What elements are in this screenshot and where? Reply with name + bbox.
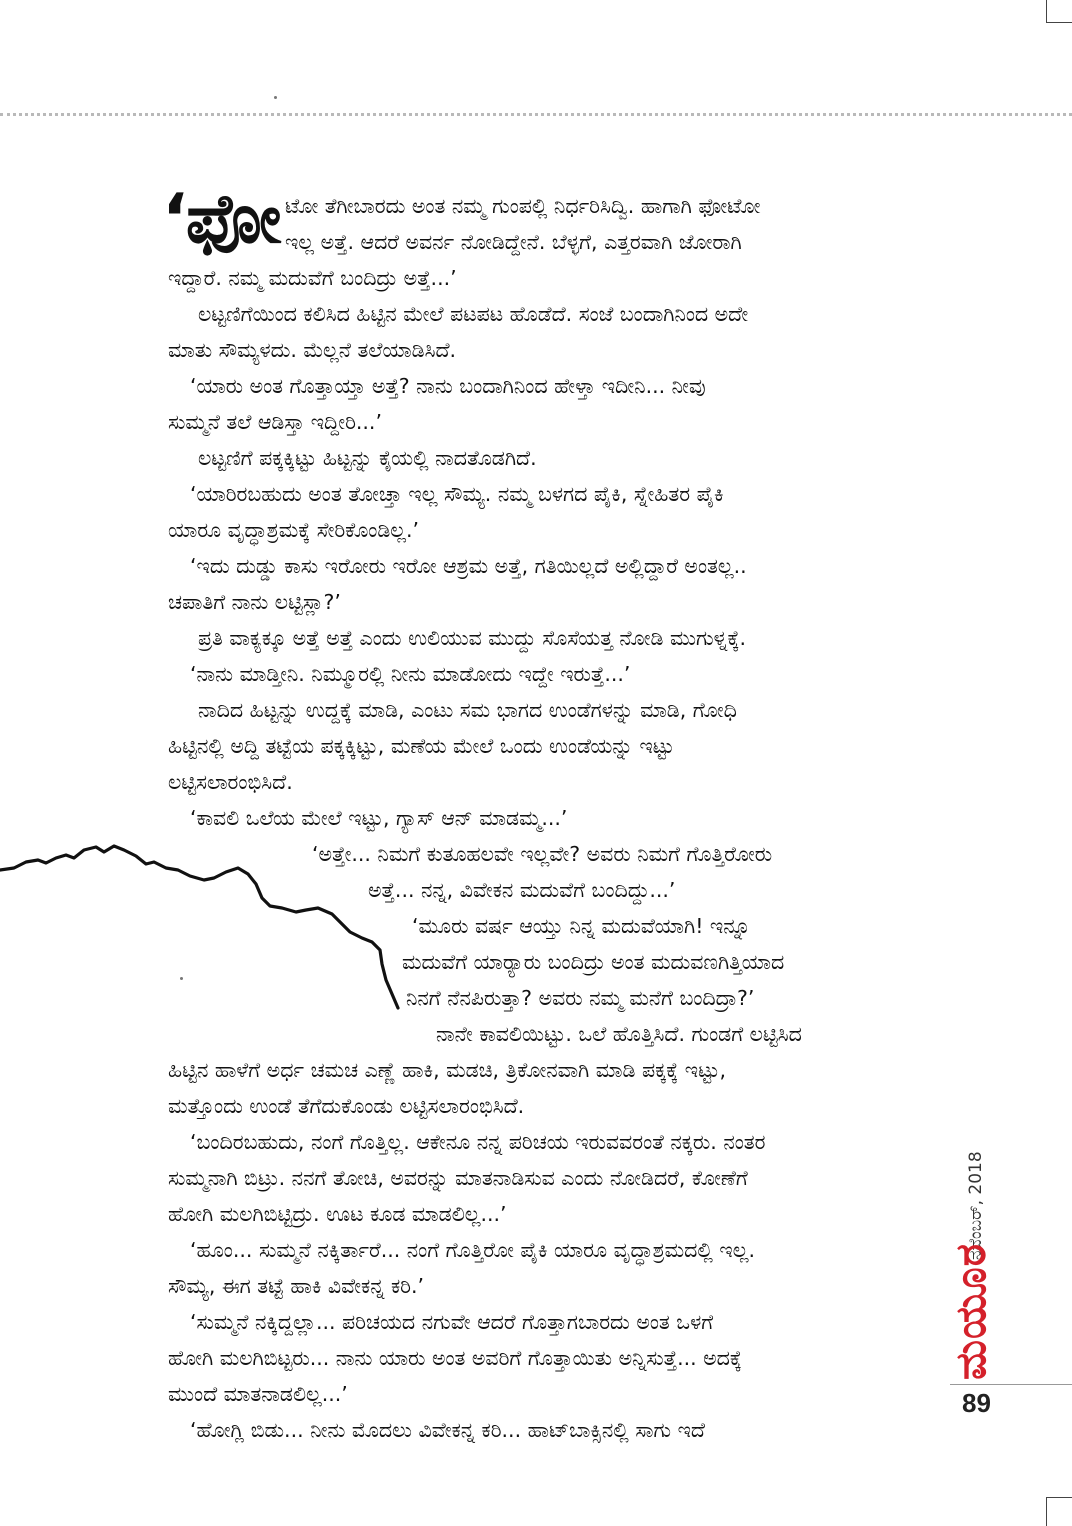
speck bbox=[274, 96, 277, 99]
article-line: ಟೋ ತೆಗೀಬಾರದು ಅಂತ ನಮ್ಮ ಗುಂಪಲ್ಲಿ ನಿರ್ಧರಿಸಿದ್ವಿ. ಹಾಗಾಗಿ ಫೋಟೋ bbox=[285, 194, 761, 218]
article-line: ‘ಬಂದಿರಬಹುದು, ನಂಗೆ ಗೊತ್ತಿಲ್ಲ. ಆಕೇನೂ ನನ್ನ ಪರಿಚಯ ಇರುವವರಂತೆ ನಕ್ಕರು. ನಂತರ bbox=[190, 1130, 766, 1154]
article-line: ಹಿಟ್ಟಿನಲ್ಲಿ ಅದ್ದಿ ತಟ್ಟೆಯ ಪಕ್ಕಕ್ಕಿಟ್ಟು, ಮಣೆಯ ಮೇಲೆ ಒಂದು ಉಂಡೆಯನ್ನು ಇಟ್ಟು bbox=[168, 734, 675, 758]
article-line: ‘ಕಾವಲಿ ಒಲೆಯ ಮೇಲೆ ಇಟ್ಟು, ಗ್ಯಾಸ್ ಆನ್ ಮಾಡಮ್ಮ...’ bbox=[190, 806, 568, 830]
issue-date-text: ನವೆಂಬರ್, 2018 bbox=[966, 1151, 986, 1260]
article-line: ‘ಯಾರು ಅಂತ ಗೊತ್ತಾಯ್ತಾ ಅತ್ತೆ? ನಾನು ಬಂದಾಗಿನಿಂದ ಹೇಳ್ತಾ ಇದೀನಿ... ನೀವು bbox=[190, 374, 706, 398]
article-line: ಯಾರೂ ವೃದ್ಧಾಶ್ರಮಕ್ಕೆ ಸೇರಿಕೊಂಡಿಲ್ಲ.’ bbox=[168, 518, 420, 542]
article-line: ಅತ್ತೆ... ನನ್ನ, ವಿವೇಕನ ಮದುವೆಗೆ ಬಂದಿದ್ದು...’ bbox=[368, 878, 676, 902]
magazine-name: ಮಯೂರ bbox=[946, 1243, 995, 1380]
article-line: ಪ್ರತಿ ವಾಕ್ಯಕ್ಕೂ ಅತ್ತೆ ಅತ್ತೆ ಎಂದು ಉಲಿಯುವ ಮುದ್ದು ಸೊಸೆಯತ್ತ ನೋಡಿ ಮುಗುಳ್ನಕ್ಕೆ. bbox=[198, 626, 746, 650]
article-line: ‘ಸುಮ್ಮನೆ ನಕ್ಕಿದ್ದಲ್ಲಾ... ಪರಿಚಯದ ನಗುವೇ ಆದರೆ ಗೊತ್ತಾಗಬಾರದು ಅಂತ ಒಳಗೆ bbox=[190, 1310, 714, 1334]
article-line: ಸುಮ್ಮನಾಗಿ ಬಿಟ್ರು. ನನಗೆ ತೋಚಿ, ಅವರನ್ನು ಮಾತನಾಡಿಸುವ ಎಂದು ನೋಡಿದರೆ, ಕೋಣೆಗೆ bbox=[168, 1166, 748, 1190]
dotted-header-rule bbox=[0, 113, 1072, 116]
article-line: ಇಲ್ಲ ಅತ್ತೆ. ಆದರೆ ಅವರ್ನ ನೋಡಿದ್ದೇನೆ. ಬೆಳ್ಳಗೆ, ಎತ್ತರವಾಗಿ ಜೋರಾಗಿ bbox=[285, 230, 742, 254]
article-line: ಚಪಾತಿಗೆ ನಾನು ಲಟ್ಟಿಸ್ಲಾ?’ bbox=[168, 590, 341, 614]
article-line: ‘ಹೋಗ್ಲಿ ಬಿಡು... ನೀನು ಮೊದಲು ವಿವೇಕನ್ನ ಕರಿ... ಹಾಟ್‌ಬಾಕ್ಸಿನಲ್ಲಿ ಸಾಗು ಇದೆ bbox=[190, 1418, 705, 1442]
article-line: ನಾನೇ ಕಾವಲಿಯಿಟ್ಟು. ಒಲೆ ಹೊತ್ತಿಸಿದೆ. ಗುಂಡಗೆ ಲಟ್ಟಿಸಿದ bbox=[436, 1022, 802, 1046]
article-line: ನಿನಗೆ ನೆನಪಿರುತ್ತಾ? ಅವರು ನಮ್ಮ ಮನೆಗೆ ಬಂದಿದ್ರಾ?’ bbox=[406, 986, 755, 1010]
article-line: ಹೋಗಿ ಮಲಗಿಬಿಟ್ಟಿದ್ರು. ಊಟ ಕೂಡ ಮಾಡಲಿಲ್ಲ...’ bbox=[168, 1202, 507, 1226]
article-line: ಮತ್ತೊಂದು ಉಂಡೆ ತೆಗೆದುಕೊಂಡು ಲಟ್ಟಿಸಲಾರಂಭಿಸಿದೆ. bbox=[168, 1094, 525, 1118]
article-line: ಹಿಟ್ಟಿನ ಹಾಳೆಗೆ ಅರ್ಧ ಚಮಚ ಎಣ್ಣೆ ಹಾಕಿ, ಮಡಚಿ, ತ್ರಿಕೋನವಾಗಿ ಮಾಡಿ ಪಕ್ಕಕ್ಕೆ ಇಟ್ಟು, bbox=[168, 1058, 726, 1082]
page-number: 89 bbox=[962, 1388, 991, 1418]
article-line: ‘ನಾನು ಮಾಡ್ತೀನಿ. ನಿಮ್ಮೂರಲ್ಲಿ ನೀನು ಮಾಡೋದು ಇದ್ದೇ ಇರುತ್ತೆ...’ bbox=[190, 662, 631, 686]
article-line: ನಾದಿದ ಹಿಟ್ಟನ್ನು ಉದ್ದಕ್ಕೆ ಮಾಡಿ, ಎಂಟು ಸಮ ಭಾಗದ ಉಂಡೆಗಳನ್ನು ಮಾಡಿ, ಗೋಧಿ bbox=[198, 698, 737, 722]
page-number-rule bbox=[950, 1384, 1072, 1385]
article-line: ‘ಹೂಂ... ಸುಮ್ಮನೆ ನಕ್ಕಿರ್ತಾರೆ... ನಂಗೆ ಗೊತ್ತಿರೋ ಪೈಕಿ ಯಾರೂ ವೃದ್ಧಾಶ್ರಮದಲ್ಲಿ ಇಲ್ಲ. bbox=[190, 1238, 755, 1262]
article-line: ‘ಇದು ದುಡ್ಡು ಕಾಸು ಇರೋರು ಇರೋ ಆಶ್ರಮ ಅತ್ತೆ, ಗತಿಯಿಲ್ಲದೆ ಅಲ್ಲಿದ್ದಾರೆ ಅಂತಲ್ಲ.. bbox=[190, 554, 747, 578]
article-line: ಲಟ್ಟಣಿಗೆ ಪಕ್ಕಕ್ಕಿಟ್ಟು ಹಿಟ್ಟನ್ನು ಕೈಯಲ್ಲಿ ನಾದತೊಡಗಿದೆ. bbox=[198, 446, 537, 470]
article-line: ಮದುವೆಗೆ ಯಾರ್‍ಯಾರು ಬಂದಿದ್ರು ಅಂತ ಮದುವಣಗಿತ್ತಿಯಾದ bbox=[402, 950, 785, 974]
article-line: ಮಾತು ಸೌಮ್ಯಳದು. ಮೆಲ್ಲನೆ ತಲೆಯಾಡಿಸಿದೆ. bbox=[168, 338, 457, 362]
drop-cap: ‘ಫೋ bbox=[162, 180, 280, 259]
article-line: ಮುಂದೆ ಮಾತನಾಡಲಿಲ್ಲ...’ bbox=[168, 1382, 348, 1406]
crop-mark-top-right bbox=[1046, 0, 1072, 23]
article-line: ಲಟ್ಟಣಿಗೆಯಿಂದ ಕಲಿಸಿದ ಹಿಟ್ಟಿನ ಮೇಲೆ ಪಟಪಟ ಹೊಡೆದೆ. ಸಂಜೆ ಬಂದಾಗಿನಿಂದ ಅದೇ bbox=[198, 302, 749, 326]
article-line: ‘ಯಾರಿರಬಹುದು ಅಂತ ತೋಚ್ತಾ ಇಲ್ಲ ಸೌಮ್ಯ. ನಮ್ಮ ಬಳಗದ ಪೈಕಿ, ಸ್ನೇಹಿತರ ಪೈಕಿ bbox=[190, 482, 724, 506]
article-line: ಸುಮ್ಮನೆ ತಲೆ ಆಡಿಸ್ತಾ ಇದ್ದೀರಿ...’ bbox=[168, 410, 382, 434]
article-line: ‘ಅತ್ತೇ... ನಿಮಗೆ ಕುತೂಹಲವೇ ಇಲ್ಲವೇ? ಅವರು ನಿಮಗೆ ಗೊತ್ತಿರೋರು bbox=[312, 842, 773, 866]
article-line: ಹೋಗಿ ಮಲಗಿಬಿಟ್ಟರು... ನಾನು ಯಾರು ಅಂತ ಅವರಿಗೆ ಗೊತ್ತಾಯಿತು ಅನ್ನಿಸುತ್ತೆ... ಅದಕ್ಕೆ bbox=[168, 1346, 742, 1370]
article-line: ‘ಮೂರು ವರ್ಷ ಆಯ್ತು ನಿನ್ನ ಮದುವೆಯಾಗಿ! ಇನ್ನೂ bbox=[412, 914, 751, 938]
article-line: ಸೌಮ್ಯ, ಈಗ ತಟ್ಟೆ ಹಾಕಿ ವಿವೇಕನ್ನ ಕರಿ.’ bbox=[168, 1274, 425, 1298]
article-line: ಇದ್ದಾರೆ. ನಮ್ಮ ಮದುವೆಗೆ ಬಂದಿದ್ರು ಅತ್ತೆ...’ bbox=[168, 266, 457, 290]
article-line: ಲಟ್ಟಿಸಲಾರಂಭಿಸಿದೆ. bbox=[168, 770, 293, 794]
crop-mark-bottom-right bbox=[1046, 1497, 1072, 1526]
